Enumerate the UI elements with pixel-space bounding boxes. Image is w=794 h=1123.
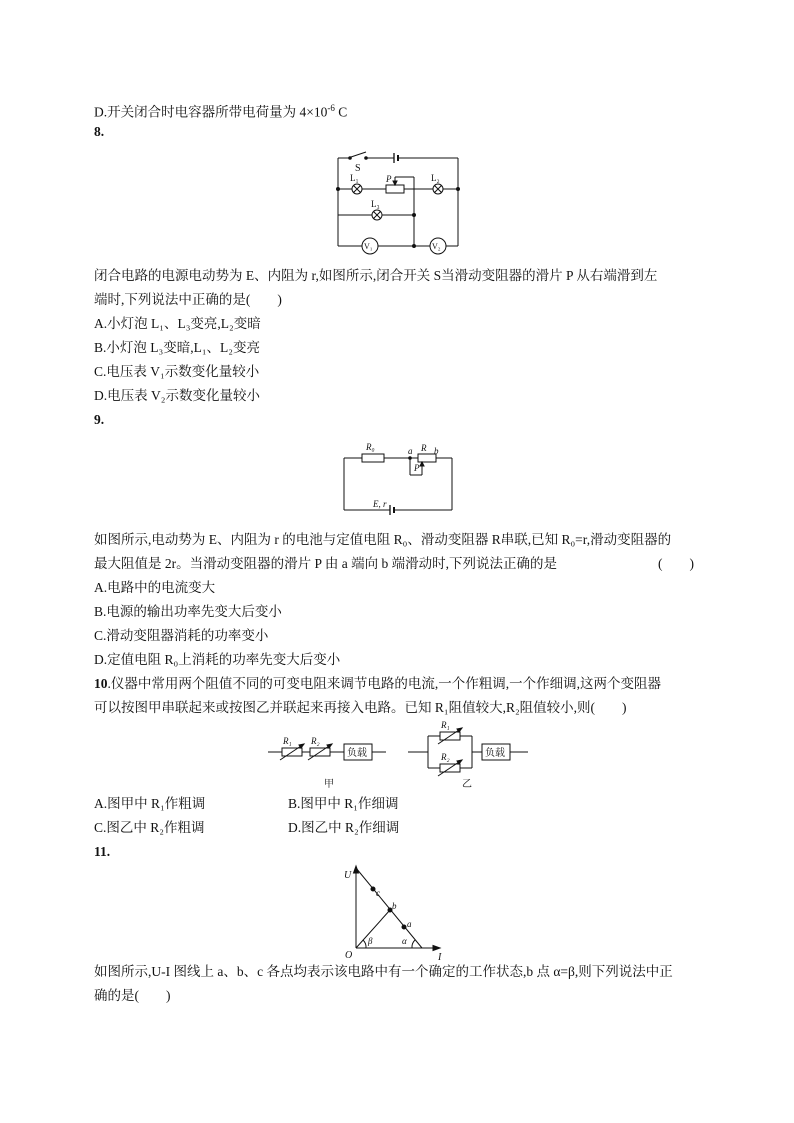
q7-option-d: D.开关闭合时电容器所带电荷量为 $4\times 10^{-6}$ C [94, 103, 348, 120]
q10-jia-label-r1: R₁ [283, 736, 292, 746]
q10-caption-yi: 乙 [462, 779, 472, 790]
q10-caption-jia: 甲 [324, 779, 334, 790]
q11-ui-graph [342, 864, 452, 963]
q11-label-o: O [345, 950, 353, 961]
q9-option-b: B.电源的输出功率先变大后变小 [94, 604, 282, 619]
q8-circuit-figure [330, 148, 466, 252]
q8-option-a: A.小灯泡 L₁、L₃变亮,L₂变暗 [94, 316, 261, 331]
q10-option-d: D.图乙中 R₂作细调 [288, 820, 400, 835]
q8-label-l2: L₂ [431, 173, 440, 183]
q10-option-b: B.图甲中 R₁作细调 [288, 796, 399, 811]
q9-option-c: C.滑动变阻器消耗的功率变小 [94, 628, 269, 643]
q10-yi-label-r1: R₁ [441, 720, 450, 730]
q8-label-l1: L₁ [350, 173, 359, 183]
q11-label-i: I [438, 952, 442, 963]
q8-label-s: S [355, 163, 361, 174]
q11-number: 11. [94, 844, 111, 859]
q10-option-c: C.图乙中 R₂作粗调 [94, 820, 205, 835]
q11-label-u: U [344, 870, 352, 881]
q11-label-b: b [392, 901, 397, 911]
q11-stem-line2: 确的是( ) [94, 988, 171, 1003]
q8-stem-line1: 闭合电路的电源电动势为 E、内阻为 r,如图所示,闭合开关 S当滑动变阻器的滑片 P 从右端滑到左 [94, 268, 658, 283]
q11-label-a: a [407, 919, 412, 929]
q8-label-l3: L₃ [371, 199, 380, 209]
q11-label-alpha: α [402, 936, 407, 946]
q9-label-p: P [414, 463, 420, 473]
q8-option-d: D.电压表 V₂示数变化量较小 [94, 388, 260, 403]
q8-label-v1: V₁ [364, 242, 373, 251]
q9-label-r0: R₀ [366, 442, 375, 452]
q8-label-p: P [386, 174, 392, 184]
q8-option-b: B.小灯泡 L₃变暗,L₁、L₂变亮 [94, 340, 260, 355]
q9-option-d: D.定值电阻 R₀上消耗的功率先变大后变小 [94, 652, 341, 667]
q8-stem-line2: 端时,下列说法中正确的是( ) [94, 292, 282, 307]
q9-stem-line2: 最大阻值是 2r。当滑动变阻器的滑片 P 由 a 端向 b 端滑动时,下列说法正确的是 [94, 556, 557, 571]
q10-yi-label-r2: R₂ [441, 752, 450, 762]
q10-figure-yi [408, 720, 532, 790]
q10-number: 10 [94, 676, 108, 691]
q10-jia-label-load: 负载 [347, 748, 367, 759]
q8-option-c: C.电压表 V₁示数变化量较小 [94, 364, 260, 379]
q9-circuit-figure [338, 440, 458, 516]
q9-number: 9. [94, 412, 105, 427]
q9-label-er: E, r [373, 499, 387, 509]
q11-label-c: c [376, 888, 380, 898]
q9-label-b: b [434, 446, 439, 456]
q8-number: 8. [94, 124, 105, 139]
q10-yi-label-load: 负载 [485, 748, 505, 759]
q9-stem-line1: 如图所示,电动势为 E、内阻为 r 的电池与定值电阻 R₀、滑动变阻器 R串联,已知 R₀=r,滑动变阻器的 [94, 532, 672, 547]
q10-stem-line2: 可以按图甲串联起来或按图乙并联起来再接入电路。已知 R₁阻值较大,R₂阻值较小,则( ) [94, 700, 627, 715]
q11-stem-line1: 如图所示,U-I 图线上 a、b、c 各点均表示该电路中有一个确定的工作状态,b 点 α=β,则下列说法中正 [94, 964, 673, 979]
q9-option-a: A.电路中的电流变大 [94, 580, 216, 595]
q9-answer-paren: ( ) [658, 556, 694, 571]
q9-label-a: a [408, 446, 413, 456]
q8-label-v2: V₂ [432, 242, 441, 251]
q10-option-a: A.图甲中 R₁作粗调 [94, 796, 206, 811]
q10-figure-jia [268, 720, 388, 790]
q10-stem-line1: 10.仪器中常用两个阻值不同的可变电阻来调节电路的电流,一个作粗调,一个作细调,这两个变阻器 [94, 676, 661, 691]
q10-jia-label-r2: R₂ [311, 736, 320, 746]
q11-label-beta: β [368, 936, 373, 946]
q9-label-r: R [421, 443, 427, 453]
